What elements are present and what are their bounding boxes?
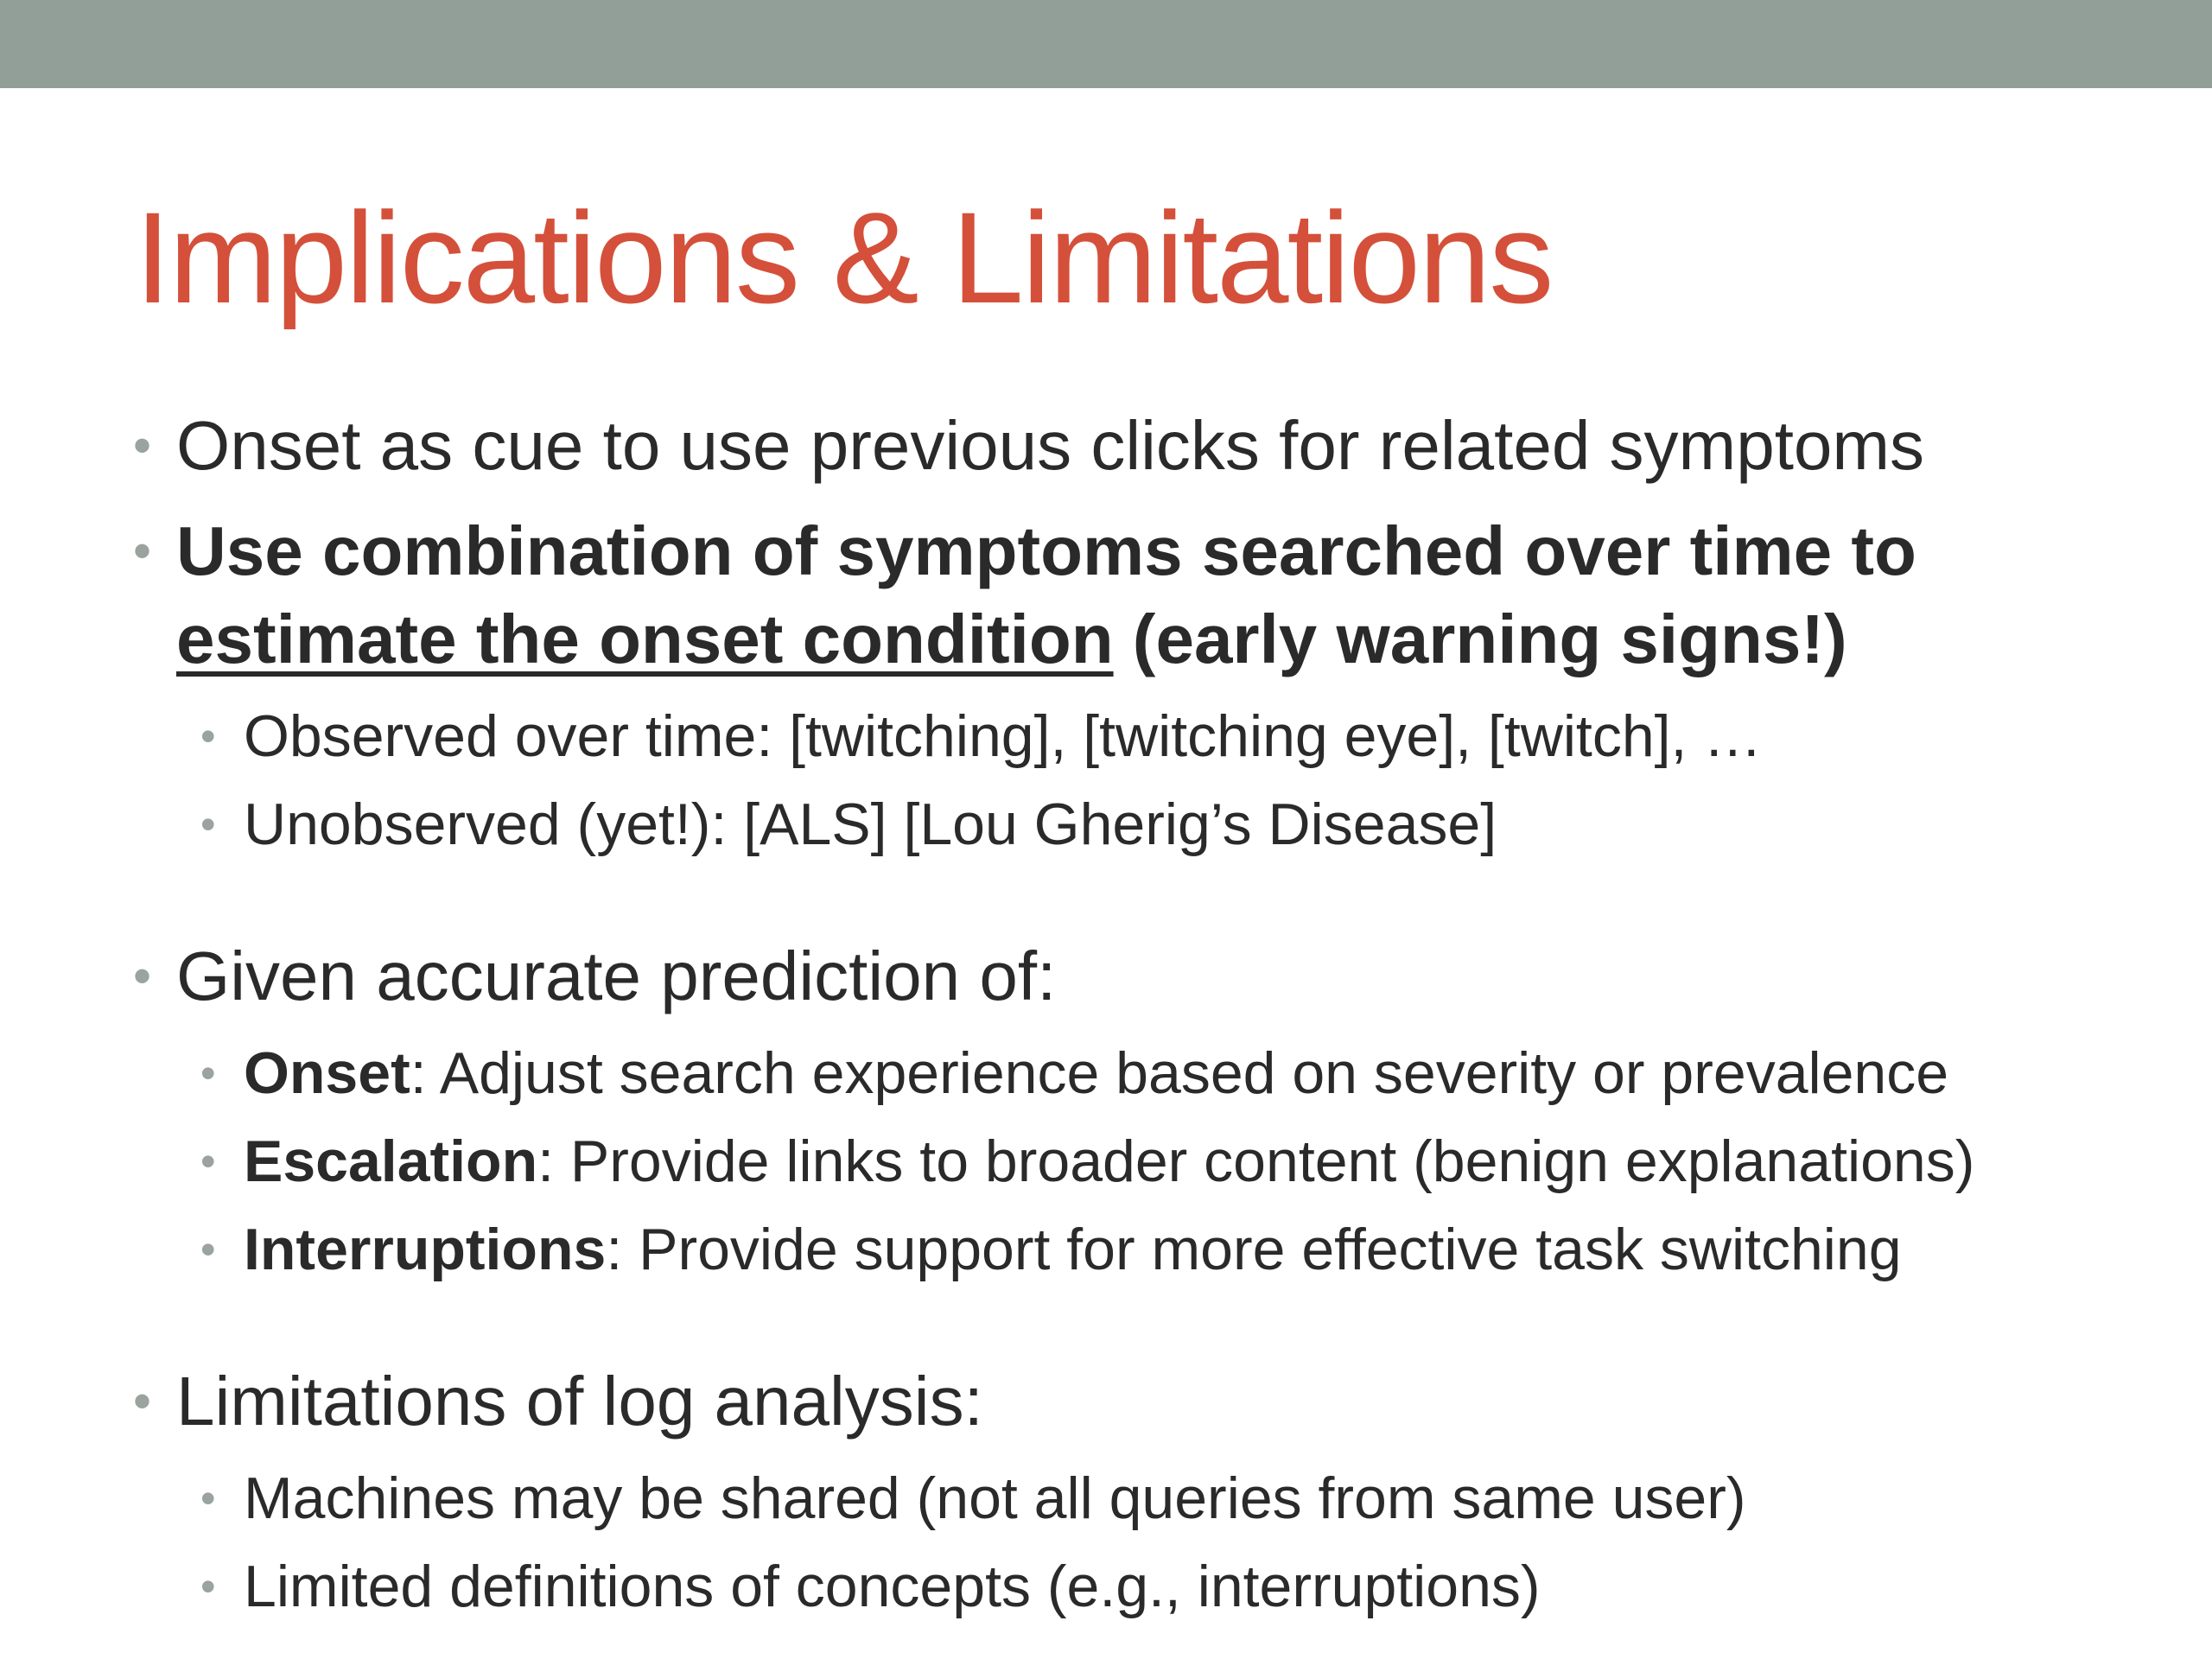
bullet-2-sub-1-text: Observed over time: [twitching], [twitching eye], [twitch], … xyxy=(244,703,1763,769)
bullet-dot: • xyxy=(200,1049,216,1097)
bullet-2-line-2-rest: (early warning signs!) xyxy=(1113,601,1847,677)
bullet-3-sub-2 xyxy=(200,1118,1975,1205)
bullet-4-sub-2 xyxy=(200,1543,1541,1630)
bullet-4-sub-1-text: Machines may be shared (not all queries from same user) xyxy=(244,1465,1746,1531)
bullet-2-line-2 xyxy=(176,596,1847,683)
bullet-3-sub-3 xyxy=(200,1206,1902,1293)
bullet-dot: • xyxy=(200,800,216,849)
bullet-dot: • xyxy=(200,1137,216,1185)
bullet-3-sub-1-term: Onset xyxy=(244,1040,410,1106)
bullet-3-sub-2-term: Escalation xyxy=(244,1128,538,1194)
bullet-dot: • xyxy=(200,1474,216,1522)
bullet-4-sub-2-text: Limited definitions of concepts (e.g., interruptions) xyxy=(244,1554,1541,1619)
bullet-3-text: Given accurate prediction of: xyxy=(176,938,1057,1014)
bullet-2-line-1-text: Use combination of symptoms searched over time to xyxy=(176,512,1916,589)
bullet-dot: • xyxy=(200,1562,216,1611)
bullet-2-sub-2 xyxy=(200,781,1497,868)
top-bar xyxy=(0,0,2212,88)
bullet-3-sub-1 xyxy=(200,1030,1949,1116)
bullet-2-sub-2-text: Unobserved (yet!): [ALS] [Lou Gherig’s Disease] xyxy=(244,791,1497,857)
bullet-dot: • xyxy=(200,1225,216,1274)
bullet-2-sub-1 xyxy=(200,693,1763,779)
bullet-2-underlined-text: estimate the onset condition xyxy=(176,601,1114,677)
bullet-3-sub-1-rest: : Adjust search experience based on severity or prevalence xyxy=(410,1040,1949,1106)
bullet-dot: • xyxy=(133,1372,152,1430)
bullet-1-text: Onset as cue to use previous clicks for related symptoms xyxy=(176,407,1925,484)
bullet-2-line-1 xyxy=(133,508,1916,594)
bullet-4-sub-1 xyxy=(200,1455,1746,1541)
bullet-dot: • xyxy=(133,522,152,580)
bullet-4 xyxy=(133,1358,983,1445)
bullet-dot: • xyxy=(133,416,152,474)
bullet-3-sub-2-rest: : Provide links to broader content (benign explanations) xyxy=(537,1128,1975,1194)
slide-title: Implications & Limitations xyxy=(135,185,1553,330)
bullet-4-text: Limitations of log analysis: xyxy=(176,1363,983,1440)
bullet-dot: • xyxy=(133,947,152,1005)
bullet-dot: • xyxy=(200,712,216,760)
bullet-1 xyxy=(133,403,1925,489)
bullet-3-sub-3-rest: : Provide support for more effective task switching xyxy=(606,1217,1902,1282)
bullet-3-sub-3-term: Interruptions xyxy=(244,1217,607,1282)
bullet-3 xyxy=(133,933,1057,1020)
